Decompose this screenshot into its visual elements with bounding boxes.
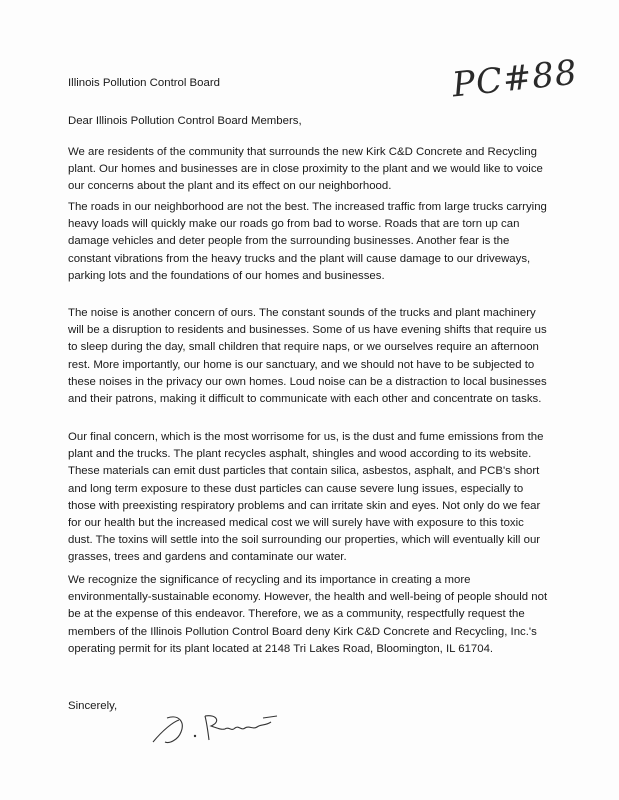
paragraph-dust: Our final concern, which is the most worrisome for us, is the dust and fume emissions from the plant and the trucks. The plant recycles asphalt, shingles and wood according to its website. These materials can emit dust particles that contain silica, asbestos, asphalt, and PCB's short and long term exposure to these dust particles can cause severe lung issues, especially to those with preexisting respiratory problems and can irritate skin and eyes. Not only do we fear for our health but the increased medical cost we will surely have with exposure to this toxic dust. The toxins will settle into the soil surrounding our properties, which will eventually kill our grasses, trees and gardens and contaminate our water. [68, 431, 544, 564]
paragraph-roads: The roads in our neighborhood are not the best. The increased traffic from large trucks carrying heavy loads will quickly make our roads go from bad to worse. Roads that are torn up can damage vehicles and deter people from the surrounding businesses. Another fear is the constant vibrations from the heavy trucks and the plant will cause damage to our driveways, parking lots and the foundations of our homes and businesses. [68, 201, 547, 282]
handwritten-signature [145, 700, 285, 750]
paragraph-introduction: We are residents of the community that surrounds the new Kirk C&D Concrete and Recycling plant. Our homes and businesses are in close proximity to the plant and we would like to voice our concerns about the plant and its effect on our neighborhood. [68, 146, 543, 193]
salutation: Dear Illinois Pollution Control Board Members, [68, 115, 302, 127]
closing: Sincerely, [68, 700, 118, 712]
public-comment-stamp: PC#88 [450, 52, 580, 106]
paragraph-request: We recognize the significance of recycling and its importance in creating a more environmentally-sustainable economy. However, the health and well-being of people should not be at the expense of this endeavor. Therefore, we as a community, respectfully request the members of the Illinois Pollution Control Board deny Kirk C&D Concrete and Recycling, Inc.'s operating permit for its plant located at 2148 Tri Lakes Road, Bloomington, IL 61704. [68, 574, 548, 655]
paragraph-noise: The noise is another concern of ours. The constant sounds of the trucks and plant machinery will be a disruption to residents and businesses. Some of us have evening shifts that require us to sleep during the day, small children that require naps, or we ourselves require an afternoon rest. More importantly, our home is our sanctuary, and we should not have to be subjected to these noises in the privacy our own homes. Loud noise can be a distraction to local businesses and their patrons, making it difficult to communicate with each other and concentrate on tasks. [68, 307, 547, 406]
recipient-line: Illinois Pollution Control Board [68, 77, 220, 89]
